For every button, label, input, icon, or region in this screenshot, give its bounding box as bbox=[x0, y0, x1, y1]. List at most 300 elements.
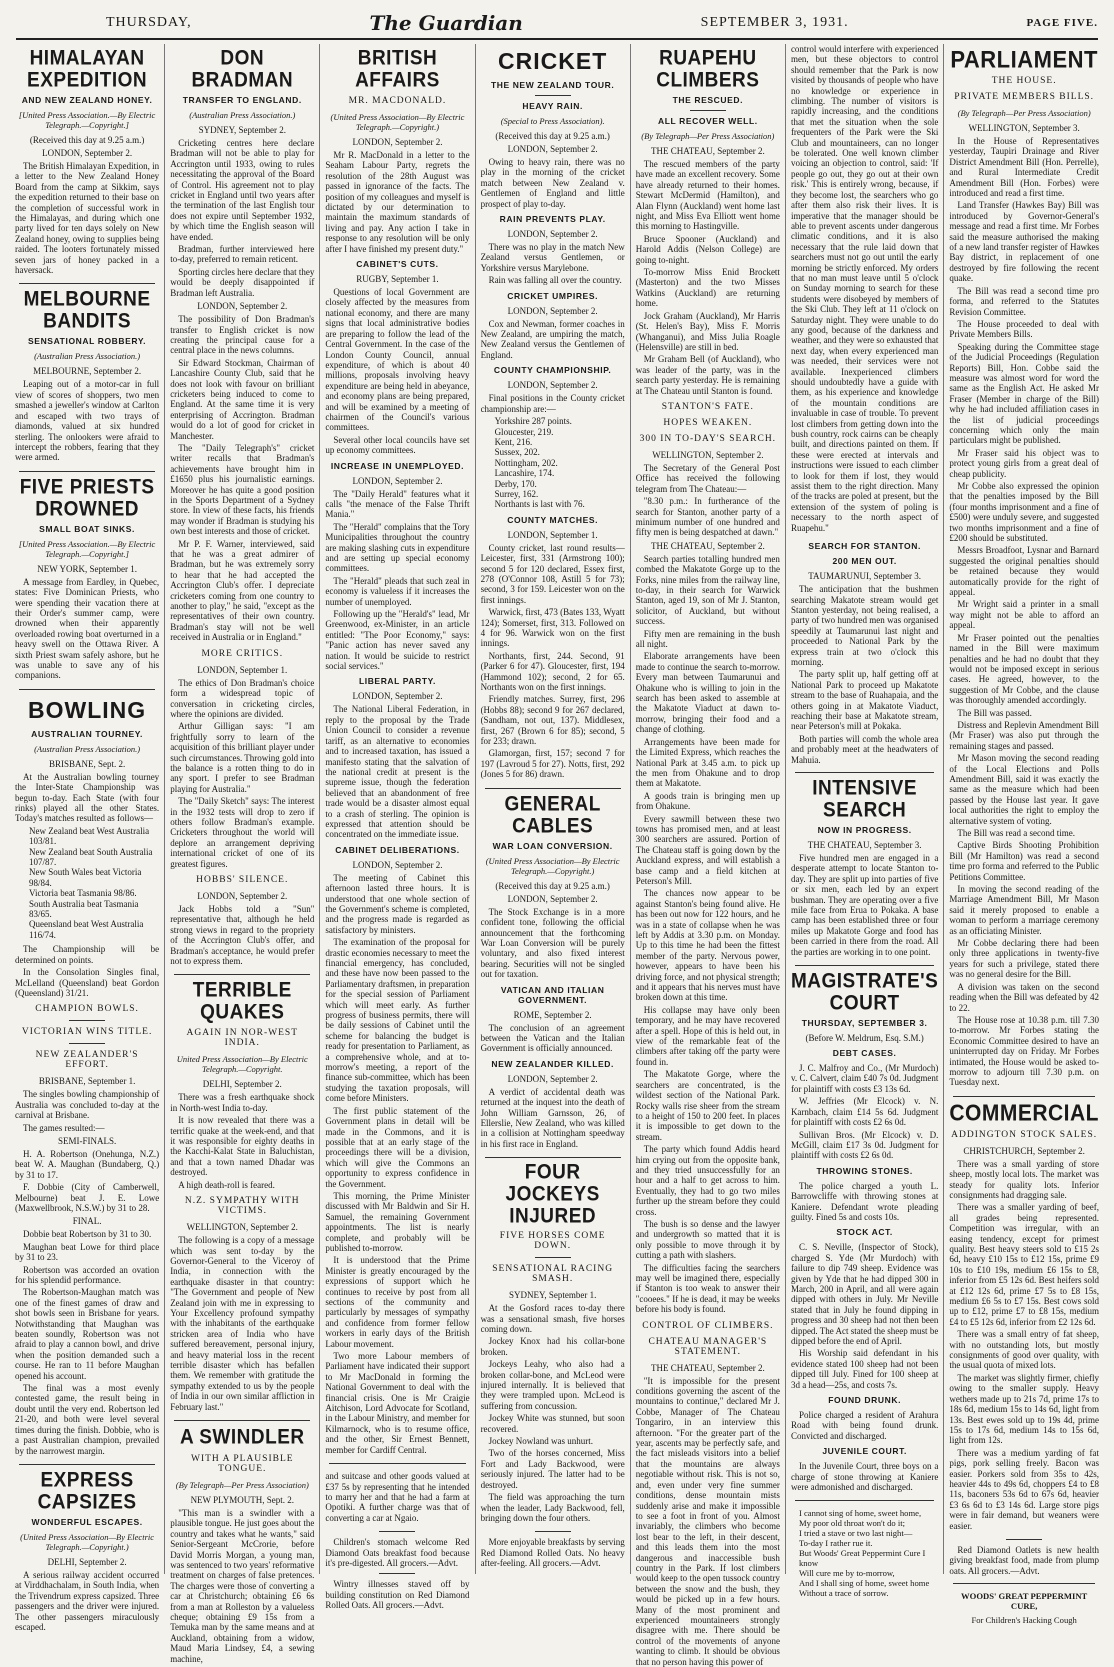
paragraph: A serious railway accident occurred at Virddhachalam, in South India, when the Trivendrum express capsized. Three passengers and the driver were injured. The other passengers miraculously escaped. bbox=[15, 1569, 160, 1632]
section-head: NEW ZEALANDER'S EFFORT. bbox=[35, 1050, 139, 1071]
paragraph: In moving the second reading of the Marriage Amendment Bill, Mr Mason said it merely proposed to enable a woman to perform a marriage ceremony as an officiating Minister. bbox=[949, 884, 1099, 936]
paragraph: The police charged a youth L. Barrowcliffe with throwing stones at Kaniere. Defendant wrote pleading guilty. Fined 5s and costs 10s. bbox=[790, 1180, 939, 1222]
dateline: WELLINGTON, September 2. bbox=[652, 449, 764, 460]
headline: EXPRESS CAPSIZES bbox=[37, 1468, 137, 1514]
short-rule bbox=[1006, 1539, 1042, 1540]
paragraph: Jockeys Leahy, who also had a broken collar-bone, and McLeod were injured internally. It is believed that they were trampled upon. McLeod is suffering from concussion. bbox=[480, 1359, 625, 1411]
dateline: ROME, September 2. bbox=[513, 1009, 592, 1020]
paragraph: Sporting circles here declare that they would be deeply disappointed if Bradman left Australia. bbox=[170, 266, 315, 298]
headline: MAGISTRATE'S COURT bbox=[790, 969, 939, 1016]
paragraph: A goods train is bringing men up from Ohakune. bbox=[635, 790, 780, 812]
story-bowling bbox=[15, 697, 159, 1456]
divider bbox=[174, 974, 310, 975]
dateline: TAUMARUNUI, September 3. bbox=[808, 571, 922, 582]
paragraph: Maughan beat Lowe for third place by 31 to 23. bbox=[15, 1241, 160, 1263]
paragraph: There was no play in the match New Zealand versus Gentlemen, or Yorkshire versus Marylebone. bbox=[480, 242, 625, 273]
paragraph: Police charged a resident of Arahura Road with being found drunk. Convicted and discharged. bbox=[790, 1410, 939, 1441]
short-rule bbox=[535, 1257, 571, 1258]
masthead-paper-title: The Guardian bbox=[369, 11, 523, 35]
results-list bbox=[15, 826, 159, 940]
paragraph: This morning, the Prime Minister discussed with Mr Baldwin and Sir H. Samuel, the remaining Government appointments. The list is nearly complete, and probably will be published to-morrow. bbox=[325, 1190, 470, 1253]
paragraph: F. Dobbie (City of Camberwell, Melbourne) beat J. E. Lowe (Maxwellbrook, N.S.W.) by 31 to 28. bbox=[15, 1182, 160, 1213]
short-rule bbox=[69, 1043, 105, 1044]
paragraph: Search parties totalling hundred men combed the Makatote Gorge up to the Forks, nine miles from the railway line, to-day, in their search for Warwick Stanton, aged 19, son of Mr J. Stanton, solicitor, of Auckland, but without success. bbox=[635, 553, 780, 627]
dateline: LONDON, September 2. bbox=[197, 891, 288, 901]
section-head: LIBERAL PARTY. bbox=[358, 676, 436, 687]
dateline: LONDON, September 2. bbox=[352, 691, 443, 702]
result-item: New Zealand beat West Australia 103/81. bbox=[29, 825, 150, 847]
paragraph: The market was slightly firmer, chiefly owing to the smaller supply. Heavy wethers made up to 21s 7d, prime 17s to 18s 6d, medium 15s to 14s 6d, light from 13s. Best ewes sold up to 19s 4d, prime 15s to 17s 6d, medium 14s to 15s 6d, light from 12s. bbox=[949, 1372, 1099, 1446]
paragraph: The "Daily Sketch" says: The interest in the 1932 tests will drop to zero if others follow Bradman's example. Cricketers throughout the world will deplore an arrangement depriving international cricket of one of its greatest figures. bbox=[170, 796, 315, 869]
credit: (By Telegraph—Per Press Association) bbox=[175, 1480, 309, 1490]
advertisement: Red Diamond Oatlets is new health giving breakfast food, made from plump oats. All grocers.—Advt. bbox=[949, 1544, 1099, 1576]
dateline: SYDNEY, September 1. bbox=[508, 1290, 597, 1301]
divider bbox=[19, 1464, 155, 1465]
section-head: RAIN PREVENTS PLAY. bbox=[499, 214, 606, 225]
section-head: STOCK ACT. bbox=[836, 1227, 893, 1238]
dateline: LONDON, September 2. bbox=[507, 229, 598, 240]
divider bbox=[795, 772, 934, 773]
story-continuation bbox=[325, 1471, 469, 1523]
dateline: WELLINGTON, September 3. bbox=[968, 123, 1080, 133]
divider bbox=[953, 1096, 1095, 1097]
subheadline: FIVE HORSES COME DOWN. bbox=[499, 1231, 606, 1252]
paragraph: In the House of Representatives yesterday, Taupiri Drainage and River District Amendment Bill (Hon. Perrelle), and Rural Intermediate Credit Amendment Bill (Hon. Forbes) were introduced and read a first time. bbox=[949, 136, 1099, 199]
section-head: FOUND DRUNK. bbox=[828, 1395, 902, 1406]
paragraph: H. A. Robertson (Onehunga, N.Z.) beat W. A. Maughan (Bundaberg, Q.) by 31 to 17. bbox=[15, 1148, 160, 1180]
section-head: CABINET'S CUTS. bbox=[356, 259, 439, 270]
paragraph: County cricket, last round results—Leicester, first, 331 (Armstrong 100); second 5 for 120 declared, Essex first, 278 (O'Connor 108, Astill 5 for 73); second, 3 for 159. Leicester won on the first innings. bbox=[480, 542, 625, 605]
headline: A SWINDLER bbox=[179, 1425, 305, 1449]
subheadline: SENSATIONAL ROBBERY. bbox=[28, 336, 147, 347]
headline: TERRIBLE QUAKES bbox=[192, 979, 292, 1025]
dateline: CHRISTCHURCH, September 2. bbox=[963, 1145, 1085, 1156]
headline: FOUR JOCKEYS INJURED bbox=[505, 1161, 600, 1229]
paragraph: Dobbie beat Robertson by 31 to 30. bbox=[23, 1229, 152, 1240]
subheadline: AUSTRALIAN TOURNEY. bbox=[31, 728, 144, 739]
poem-line: My poor old throat won't do it; bbox=[798, 1518, 906, 1529]
advertisement: Children's stomach welcome Red Diamond Oats breakfast food because it's pre-digested. All grocers.—Advt. bbox=[325, 1537, 470, 1568]
dateline: LONDON, September 1. bbox=[507, 529, 598, 540]
masthead-date: SEPTEMBER 3, 1931. bbox=[700, 15, 849, 30]
story-five-priests bbox=[15, 475, 160, 681]
paragraph: Five hundred men are engaged in a desperate attempt to locate Stanton to-day. They are split up into parties of five or six men, each led by an expert bushman. They are operating over a five mile face from Erua to Pokaka. A base camp has been established three or four miles up Makatote Gorge and food has been carried in there from the road. All the parties are working in to one point. bbox=[790, 853, 939, 957]
table-row: Sussex, 202. bbox=[494, 447, 540, 458]
paragraph: and suitcase and other goods valued at £37 5s by representing that he intended to marry her and that he had a farm at Opotiki. A further charge was that of converting a car at Ngaio. bbox=[325, 1471, 470, 1523]
result-item: New South Wales beat Victoria 98/84. bbox=[29, 867, 142, 888]
result-item: Victoria beat Tasmania 98/86. bbox=[29, 888, 137, 899]
paragraph: It is understood that the Prime Minister is greatly encouraged by the expressions of support which he continues to receive by post from all sections of the community and particularly by messages of sympathy and confidence from former fellow workers in early days of the British Labour movement. bbox=[325, 1255, 470, 1349]
dateline: LONDON, September 1. bbox=[197, 664, 288, 675]
paragraph: The conclusion of an agreement between the Vatican and the Italian Government is officially announced. bbox=[480, 1022, 625, 1054]
story-four-jockeys bbox=[480, 1161, 625, 1523]
story-british-affairs bbox=[325, 46, 470, 1455]
divider bbox=[19, 689, 155, 690]
paragraph: Jockey Nowland was unhurt. bbox=[488, 1436, 594, 1447]
paragraph: Cox and Newman, former coaches in New Zealand, are umpiring the match, New Zealand versus the Gentlemen of England. bbox=[480, 318, 625, 360]
dateline: RUGBY, September 1. bbox=[356, 274, 439, 285]
poem-line: I cannot sing of home, sweet home, bbox=[798, 1508, 922, 1519]
story-continuation bbox=[791, 44, 938, 533]
headline: CRICKET bbox=[498, 48, 608, 74]
paragraph: "It is impossible for the present conditions governing the ascent of the mountains to continue," declared Mr J. Cobbe, Manager of The Chateau Tongariro, in an interview this afternoon. "For the greater part of the year, ascents may be perfectly safe, and the fact misleads visitors into a belief that the mountains are always negotiable without risk. This is not so, and, even under very fine summer conditions, dense mountain mists suddenly arise and make it impossible to see a foot in front of you. Almost invariably, the climbers who become lost bear to the left, in their descent, and this leads them into the most dangerous and inaccessible bush country in the Park. If lost climbers would keep to the open tussock country between the snow and the bush, they would be picked up in a few hours. Many of the most prominent and experienced mountaineers strongly disagree with me. There should be control of the movements of anyone wanting to climb. It should be obvious that no person having this power of bbox=[635, 1375, 780, 1667]
paragraph: Robertson was accorded an ovation for his splendid performance. bbox=[15, 1264, 160, 1285]
section-head: VICTORIAN WINS TITLE. bbox=[21, 1027, 153, 1038]
subheadline: WAR LOAN CONVERSION. bbox=[492, 840, 613, 851]
columns bbox=[10, 44, 1104, 1667]
paragraph: The "Daily Telegraph's" cricket writer recalls that Bradman's achievements have brought him in £1650 plus his journalistic earnings. Moreover he has quite a good position in the Sports Department of a Sydney store. In view of these facts, his friends may wonder if Bradman is studying his own best interests and those of cricket. bbox=[170, 442, 315, 537]
paragraph: Mr R. MacDonald in a letter to the Seaham Labour Party, regrets the resolution of the 28th August was passed in ignorance of the facts. The position of my colleagues and myself is dictated by our determination to maintain the maximum standards of living and pay. Any action I take in response to any resolution will be only after I have finished my present duty." bbox=[325, 150, 470, 254]
table-row: Northants is last with 76. bbox=[494, 499, 585, 510]
headline: RUAPEHU CLIMBERS bbox=[656, 46, 760, 92]
poem-line: I tried a stave or two last night— bbox=[798, 1528, 913, 1539]
paragraph: Friendly matches. Surrey, first, 296 (Hobbs 88); second 9 for 267 declared, (Sandham, not out, 137). Middlesex, first, 267 (Brown 6 for 85); second, 5 for 233; drawn. bbox=[480, 694, 625, 747]
paragraph: Every sawmill between these two towns has promised men, and at least 300 searchers are assured. Portion of The Chateau staff is going down by the Auckland express, and will establish a base camp and a field kitchen at Peterson's Mill. bbox=[635, 813, 780, 886]
divider bbox=[19, 283, 155, 284]
story-himalayan-expedition bbox=[15, 46, 160, 276]
dateline: THE CHATEAU, September 2. bbox=[650, 146, 765, 156]
poem-line: But Woods' Great Peppermint Cure I know bbox=[798, 1548, 926, 1569]
dateline: DELHI, September 2. bbox=[47, 1556, 127, 1567]
paragraph: Questions of local Government are closely affected by the measures from national economy, and there are many signs that local administrative bodies are preparing to follow the lead of the Central Government. In the case of the London County Council, annual expenditure, of which is about 40 millions, proposals involving heavy expenditure are being held in abeyance, and economy plans are being prepared, and will be examined by a meeting of chairmen of the Council's various committees. bbox=[325, 287, 470, 433]
paragraph: Mr Cobbe declaring there had been only three applications in twenty-five years for such a privilege, stated there was no general desire for the Bill. bbox=[949, 938, 1099, 980]
paragraph: Mr P. F. Warner, interviewed, said that he was a great admirer of Bradman, but he was extremely sorry to hear that he had accepted the Accrington Club's offer. I depreciate cricketers coming from one country to another to play," he said, "except as the representatives of their own country. Bradman's stay will not be well received in Australia or in England." bbox=[170, 538, 315, 643]
divider bbox=[485, 1157, 621, 1158]
credit: (United Press Association—By Electric Telegraph.—Copyright.) bbox=[485, 855, 620, 876]
divider bbox=[953, 1583, 1095, 1584]
paragraph: Sir Edward Stockman, Chairman of Lancashire County Club, said that he does not look with favour on brilliant cricketers being induced to come to England. At the same time it is very enterprising of Accrington. Bradman would do a lot of good for cricket in Manchester. bbox=[170, 357, 315, 441]
dateline: MELBOURNE, September 2. bbox=[33, 366, 142, 377]
result-item: New Zealand beat South Australia 107/87. bbox=[29, 846, 153, 868]
section-head: HOBBS' SILENCE. bbox=[196, 875, 289, 885]
paragraph: Rain was falling all over the country. bbox=[488, 275, 622, 286]
paragraph: The Makatote Gorge, where the searchers are concentrated, is the wildest section of the National Park. Rocky walls rise sheer from the stream to a height of 150 to 200 feet. In places it is impossible to get down to the stream. bbox=[635, 1069, 780, 1142]
headline: FIVE PRIESTS DROWNED bbox=[19, 475, 155, 521]
dateline: DELHI, September 2. bbox=[202, 1079, 282, 1090]
credit: (United Press Association—By Electric Telegraph.—Copyright.) bbox=[330, 112, 465, 132]
paragraph: The Bill was passed. bbox=[957, 707, 1032, 718]
headline: HIMALAYAN EXPEDITION bbox=[27, 46, 148, 92]
paragraph: "8.30 p.m.: In furtherance of the search for Stanton, another party of a minimum number of one hundred and fifty men is being despatched at dawn." bbox=[635, 496, 780, 538]
story-a-swindler bbox=[170, 1425, 315, 1664]
championship-table bbox=[481, 416, 625, 510]
subheadline: SMALL BOAT SINKS. bbox=[39, 523, 136, 534]
subheadline: THE NEW ZEALAND TOUR. bbox=[490, 80, 615, 90]
dateline: BRISBANE, Sept. 2. bbox=[48, 758, 126, 769]
paragraph: Jock Graham (Auckland), Mr Harris (St. Helen's Bay), Miss F. Morris (Whanganui), and Miss Julia Roagle (Helensville) are still in bed. bbox=[635, 310, 780, 352]
paragraph: Bradman, further interviewed here to-day, preferred to remain reticent. bbox=[170, 244, 315, 265]
story-ruapehu-climbers bbox=[635, 46, 780, 1667]
paragraph: Sullivan Bros. (Mr Elcock) v. D. McGill, claim £17 3s 0d. Judgment for plaintiff with costs £2 6s 0d. bbox=[790, 1129, 939, 1161]
paragraph: The bush is so dense and the lawyer and undergrowth so matted that it is only possible to move through it by cutting a path with slashers. bbox=[635, 1218, 780, 1261]
paragraph: A high death-roll is feared. bbox=[178, 1179, 275, 1190]
paragraph: Elaborate arrangements have been made to continue the search to-morrow. Every man between Taumarunui and Ohakune who is willing to join in the search has been asked to assemble at the Makatote Viaduct at dawn to-morrow, bringing their food and a change of clothing. bbox=[635, 651, 780, 735]
story-commercial bbox=[949, 1100, 1099, 1531]
story-intensive-search bbox=[790, 776, 939, 957]
table-row: Derby, 170. bbox=[494, 478, 537, 489]
paragraph: Captive Birds Shooting Prohibition Bill (Mr Hamilton) was read a second time pro forma and referred to the Public Petitions Committee. bbox=[949, 840, 1099, 882]
section-head: NEW ZEALANDER KILLED. bbox=[491, 1058, 614, 1069]
subheadline: NOW IN PROGRESS. bbox=[817, 825, 912, 835]
section-head: CHATEAU MANAGER'S STATEMENT. bbox=[648, 1336, 768, 1357]
credit: (United Press Association—By Electric Telegraph.—Copyright.) bbox=[20, 1531, 155, 1552]
paragraph: The Secretary of the General Post Office has received the following telegram from The Chateau:— bbox=[635, 462, 780, 494]
table-row: Kent, 216. bbox=[494, 436, 533, 447]
story-parliament bbox=[949, 45, 1099, 1088]
section-head: THROWING STONES. bbox=[816, 1165, 913, 1176]
section-head: CABINET DELIBERATIONS. bbox=[335, 844, 460, 855]
received-line: (Received this day at 9.25 a.m.) bbox=[29, 135, 145, 145]
dateline: LONDON, September 2. bbox=[352, 859, 443, 870]
paragraph: Fifty men are remaining in the bush all night. bbox=[635, 628, 780, 650]
table-row: Nottingham, 202. bbox=[494, 457, 558, 468]
dateline: THE CHATEAU, September 3. bbox=[807, 840, 922, 850]
short-rule bbox=[535, 95, 571, 96]
credit: [United Press Association.—By Electric Telegraph.—Copyright.] bbox=[18, 538, 156, 559]
dateline: LONDON, September 2. bbox=[507, 1073, 598, 1084]
paragraph: Owing to heavy rain, there was no play in the morning of the cricket match between New Zealand v. Gentlemen of England and little prospect of play to-day. bbox=[480, 157, 625, 209]
paragraph: "This man is a swindler with a plausible tongue. He just goes about the country and takes what he wants," said Senior-Sergeant McCrorie, before David Morris Morgan, a young man, was sentenced to two years' reformative treatment on charges of false pretences. The charges were those of converting a car at Christchurch; obtaining £6 6s from a man at Rolleston by a valueless cheque; obtaining £9 15s from a Temuka man by the same means and at Auckland, obtaining from a widow, Maud Maria Lindsey, £4, a sewing machine, bbox=[170, 1508, 315, 1664]
paragraph: At the Australian bowling tourney the Inter-State Championship was begun to-day. Each State (with four rinks) played all the other States. Today's matches resulted as follows— bbox=[15, 771, 160, 824]
divider bbox=[19, 471, 155, 472]
masthead-day: THURSDAY, bbox=[106, 15, 192, 30]
paragraph: Two more Labour members of Parliament have indicated their support to Mr MacDonald in forming the National Government to deal with the financial crisis. One is Mr Craigie Aitchison, Lord Advocate for Scotland, in the Labour Ministry, and member for Kilmarnock, who is to resume office, and the other, Sir Ernest Bennett, member for Cardiff Central. bbox=[325, 1351, 470, 1455]
subheadline: PRIVATE MEMBERS BILLS. bbox=[954, 92, 1095, 102]
poem-line: Will cure me by to-morrow, bbox=[798, 1568, 895, 1579]
headline: MELBOURNE BANDITS bbox=[23, 288, 151, 334]
dateline: NEW PLYMOUTH, Sept. 2. bbox=[190, 1495, 294, 1505]
section-head: DEBT CASES. bbox=[832, 1048, 897, 1059]
headline: GENERAL CABLES bbox=[504, 792, 601, 838]
divider bbox=[795, 1500, 934, 1501]
paragraph: His Worship said defendant in his evidence stated 100 sheep had not been dipped till July. Fined for 100 sheep at 3d a head—25s, and costs 7s. bbox=[790, 1348, 939, 1390]
paragraph: Northants, first, 244. Second, 91 (Parker 6 for 47). Gloucester, first, 194 (Hammond 102); second, 2 for 65. Northants won on the first innings. bbox=[480, 650, 625, 693]
paragraph: The first public statement of the Government plans in detail will be made in the Commons, and it is possible that at an early stage of the proceedings there will be a division, which will give the Commons an opportunity to express confidence in the Government. bbox=[325, 1105, 470, 1189]
paragraph: The British Himalayan Expedition, in a letter to the New Zealand Honey Board from the camp at Sikkim, says the expedition returned to their base on the completion of successful work in the Himalayas, and during which one party lived for ten days solely on New Zealand honey, owing to supplies being raided. The looters fortunately missed seven jars of honey packed in a haversack. bbox=[15, 161, 160, 276]
paragraph: Two of the horses concerned, Miss Fort and Lady Backwood, were seriously injured. The latter had to be destroyed. bbox=[480, 1448, 625, 1490]
short-rule bbox=[379, 1531, 415, 1532]
paragraph: Speaking during the Committee stage of the Judicial Proceedings (Regulation Reports) Bill, Hon. Cobbe said the measure was almost word for word the same as the English Act. He asked Mr Fraser (Member in charge of the Bill) why he had included affiliation cases in the list of judicial proceedings concerning which only the main particulars might be published. bbox=[949, 341, 1099, 446]
section-head: CRICKET UMPIRES. bbox=[507, 290, 599, 301]
paragraph: The House proceeded to deal with Private Members Bills. bbox=[949, 318, 1099, 340]
credit: (Special to Press Association). bbox=[500, 116, 605, 126]
paragraph: There was a medium yarding of fat pigs, pork selling freely. Bacon was easier. Porkers sold from 35s to 42s, heavier 44s to 49s 6d, choppers £4 to £8 11s, baconers 53s 6d to 67s 6d, heavier £3 6s 6d to £3 14s 6d. Large store pigs were in fair demand, but weaners were easier. bbox=[949, 1447, 1099, 1531]
paragraph: C. S. Neville, (Inspector of Stock), charged S. Yde (Mr Murdoch) with failure to dip 749 sheep. Evidence was given by Yde that he had dipped 300 in March, 200 in April, and all were again dipped with others in July. Mr Neville stated that in July he found dipping in progress and 30 sheep had not then been dipped. The Act stated the sheep must be dipped before the end of April. bbox=[790, 1242, 939, 1346]
paragraph: The party split up, half getting off at National Park to proceed up Makatote stream to the base of Ruahapaia, and the others going in at Makatote Viaduct, reaching their base at Makatote stream, near Peterson's mill at Pokaka. bbox=[790, 669, 939, 732]
paragraph: The games resulted:— bbox=[23, 1122, 105, 1133]
paragraph: It is now revealed that there was a terrific quake at the week-end, and that it was responsible for eighty deaths in the Kacchi-Kalat State in Baluchistan, and that a town named Dhadar was destroyed. bbox=[170, 1115, 315, 1178]
paragraph: Arrangements have been made for the Limited Express, which reaches the National Park at 3.45 a.m. to pick up the men from Ohakune and to drop them at Makatote. bbox=[635, 736, 780, 789]
subheadline: WONDERFUL ESCAPES. bbox=[31, 1516, 143, 1527]
paragraph: Several other local councils have set up economy committees. bbox=[325, 434, 470, 456]
dateline: THE CHATEAU, September 2. bbox=[650, 540, 765, 551]
paragraph: The Stock Exchange is in a more confident tone, following the official announcement that the forthcoming War Loan Conversion will be purely voluntary, and also fixed interest bearing. Securities will not be singled out for taxation. bbox=[480, 906, 625, 980]
paragraph: There was a small entry of fat sheep, with no outstanding lots, but mostly consignments of good over quality, with the usual quota of mixed lots. bbox=[949, 1329, 1099, 1371]
section-head: STANTON'S FATE. bbox=[661, 401, 754, 412]
paragraph: Jockey White was stunned, but soon recovered. bbox=[480, 1413, 625, 1434]
subheadline: TRANSFER TO ENGLAND. bbox=[182, 95, 302, 105]
paragraph: There was a fresh earthquake shock in North-west India to-day. bbox=[170, 1092, 315, 1113]
section-head: HOPES WEAKEN. bbox=[663, 417, 753, 428]
paragraph: Land Transfer (Hawkes Bay) Bill was introduced by Governor-General's message and read a first time. Mr Forbes said the measure authorised the making of a new land transfer register of Hawkes Bay district, in replacement of one destroyed by fire following the recent quake. bbox=[949, 200, 1099, 284]
table-row: Yorkshire 287 points. bbox=[494, 416, 572, 427]
subheadline: WITH A PLAUSIBLE TONGUE. bbox=[191, 1454, 294, 1474]
received-line: (Received this day at 9.25 a.m.) bbox=[495, 131, 610, 141]
advertisement: More enjoyable breakfasts by serving Red Diamond Rolled Oats. No heavy after-feeling. All grocers.—Advt. bbox=[480, 1537, 625, 1569]
short-rule bbox=[379, 1573, 415, 1574]
section-head: VATICAN AND ITALIAN GOVERNMENT. bbox=[500, 984, 605, 1005]
section-head: CHAMPION BOWLS. bbox=[35, 1004, 139, 1015]
advertisement-text: For Children's Hacking Cough bbox=[971, 1615, 1077, 1626]
judge-line: (Before W. Meldrum, Esq. S.M.) bbox=[805, 1033, 924, 1044]
section-head: COUNTY MATCHES. bbox=[507, 514, 599, 525]
paragraph: The anticipation that the bushmen searching Makatote stream would get Stanton yesterday, not being realised, a party of two hundred men was organised speedily at Taumarunui last night and proceeded to National Park by the express train at two o'clock this morning. bbox=[790, 584, 939, 667]
section-head: SEMI-FINALS. bbox=[57, 1135, 117, 1146]
paragraph: The chances now appear to be against Stanton's being found alive. He has been out now for 122 hours, and he was in a state of collapse when he was left by Addis at 3.30 p.m. on Monday. Up to this time he had been the fittest member of the party. Nervous power, however, appears to have been his driving force, and not physical strength; and it appears that his nerves must have broken down at this time. bbox=[635, 888, 780, 1003]
subheadline: THE RESCUED. bbox=[672, 95, 744, 105]
paragraph: The following is a copy of a message which was sent to-day by the Governor-General to the Viceroy of India, in connection with the earthquake disaster in that country: "The Government and people of New Zealand join with me in expressing to Your Excellency profound sympathy with the inhabitants of the earthquake stricken area of India who have suffered bereavement, personal injury, and heavy material loss in the recent terrible disaster which has befallen them. We remember with gratitude the sympathy extended to us by the people of India in our own similar affliction in February last." bbox=[170, 1235, 315, 1412]
short-rule bbox=[535, 1531, 571, 1532]
paragraph: Mr Cobbe also expressed the opinion that the penalties imposed by the Bill (four months imprisonment and a fine of £500) were unduly severe, and suggested two months imprisonment and a fine of £200 should be substituted. bbox=[949, 481, 1099, 544]
paragraph: The difficulties facing the searchers may well be imagined there, especially if Stanton is too weak to answer their "cooees." If he is dead, it may be weeks before his body is found. bbox=[635, 1262, 780, 1315]
paragraph: The field was approaching the turn when the leader, Lady Backwood, fell, bringing down the four others. bbox=[480, 1492, 625, 1523]
paragraph: The possibility of Don Bradman's transfer to English cricket is now creating the principal cause for a central place in the news columns. bbox=[170, 314, 315, 356]
dateline: LONDON, September 2. bbox=[197, 301, 288, 312]
subheadline: ALL RECOVER WELL. bbox=[657, 116, 758, 126]
paragraph: To-morrow Miss Enid Brockett (Masterton) and the two Misses Watkins (Auckland) are returning home. bbox=[635, 267, 780, 309]
paragraph: The Robertson-Maughan match was one of the finest games of draw and shot bowls seen in Brisbane for years. Notwithstanding that Maughan was beaten soundly, Robertson was not afraid to play a cannon bowl, and drive when the position demanded such a course. He ran to 11 before Maughan opened his account. bbox=[15, 1287, 160, 1381]
paragraph: The House rose at 10.38 p.m. till 7.30 to-morrow. Mr Forbes stating the Economic Committee desired to have an uninterrupted day on Friday. Mr Forbes intimated, the House would be asked to-morrow to adjourn till 7.30 p.m. on Tuesday next. bbox=[949, 1014, 1099, 1088]
paragraph: Mr Mason moving the second reading of the Local Elections and Polls Amendment Bill, said it was exactly the same as the measure which had been passed by the House last year. It gave local authorities the right to employ the alternative system of voting. bbox=[949, 753, 1099, 826]
paragraph: The Bill was read a second time. bbox=[957, 828, 1076, 838]
paragraph: Mr Fraser said his object was to protect young girls from a great deal of cheap publicity. bbox=[949, 447, 1099, 479]
advertisement: Wintry illnesses staved off by building constitution on Red Diamond Rolled Oats. All grocers.—Advt. bbox=[325, 1579, 470, 1611]
section-head: SEARCH FOR STANTON. bbox=[808, 541, 921, 552]
table-row: Surrey, 162. bbox=[494, 488, 539, 499]
paragraph: The rescued members of the party have made an excellent recovery. Some have already returned to their homes. Stewart McDermid (Hamilton), and Alan Flynn (Auckland) went home last night, and Miss Eva Elliott went home this morning to Hastingville. bbox=[635, 159, 780, 232]
section-head: COUNTY CHAMPIONSHIP. bbox=[493, 365, 612, 376]
column-6 bbox=[786, 44, 944, 1599]
credit: (By Telegraph—Per Press Association) bbox=[957, 108, 1091, 118]
section-head: JUVENILE COURT. bbox=[822, 1446, 907, 1457]
paragraph: There was a smaller yarding of beef, all grades being represented. Competition was irregular, with an easing tendency, except for primest quality. Best heavy steers sold to £15 2s 6d, heavy £10 15s to £12 15s, prime £9 10s to £10 19s, medium £6 15s to £8, inferior from £5 12s 6d. Best heifers sold at £12 12s 6d, prime £7 5s to £8 15s, medium £6 5s to £7 15s. Best cows sold up to £12, prime £7 to £8 15s, medium £4 to £5 12s 6d, inferior from £2 12s 6d. bbox=[949, 1202, 1099, 1327]
paragraph: Messrs Broadfoot, Lysnar and Barnard suggested the original penalties should be retained because they would automatically provide for the right of appeal. bbox=[949, 545, 1099, 598]
credit: (By Telegraph—Per Press Association) bbox=[641, 131, 775, 141]
poem-line: To-day I rather rue it. bbox=[798, 1538, 873, 1549]
paragraph: Jockey Knox had his collar-bone broken. bbox=[480, 1336, 625, 1357]
column-5 bbox=[631, 44, 786, 1667]
section-head: N.Z. SYMPATHY WITH VICTIMS. bbox=[184, 1196, 300, 1217]
column-7 bbox=[944, 44, 1104, 1626]
dateline: LONDON, September 2. bbox=[507, 893, 598, 904]
paragraph: The party which found Addis heard him crying out from the opposite bank, and they tried unsuccessfully for an hour and a half to get across to him. Eventually, they had to go two miles further up the stream before they could cross. bbox=[635, 1144, 780, 1217]
dateline: LONDON, September 2. bbox=[352, 475, 443, 486]
subheadline: SENSATIONAL RACING SMASH. bbox=[492, 1264, 614, 1285]
paragraph: The meeting of Cabinet this afternoon lasted three hours. It is understood that one whole section of the Government's scheme is completed, and the progress made is regarded as satisfactory by ministers. bbox=[325, 872, 470, 935]
divider bbox=[795, 965, 934, 966]
dateline: SYDNEY, September 2. bbox=[198, 125, 286, 135]
credit: United Press Association—By Electric Telegraph.—Copyright. bbox=[176, 1054, 308, 1075]
result-item: South Australia beat Tasmania 83/65. bbox=[29, 898, 139, 920]
divider bbox=[329, 1463, 465, 1464]
table-row: Gloucester, 219. bbox=[494, 426, 554, 437]
paragraph: A verdict of accidental death was returned at the inquest into the death of John William Garnsson, 26, of Ellerslie, New Zealand, who was killed in a collision at Nottingham speedway in his first race in England. bbox=[480, 1086, 625, 1149]
masthead bbox=[16, 8, 1098, 40]
paragraph: A message from Eardley, in Quebec, states: Five Dominican Priests, who were spending their vacation there at their Order's summer camp, were drowned when their apparently overloaded rowing boat overturned in a heavy swell on the Ottawa River. A sixth Priest swam safely ashore, but he was unable to save any of his companions. bbox=[15, 576, 160, 681]
paragraph: The "Herald" pleads that such zeal in economy is valueless if it increases the number of unemployed. bbox=[325, 575, 470, 607]
paragraph: Leaping out of a motor-car in full view of scores of shoppers, two men smashed a jeweller's window at Carlton and escaped with two trays of diamonds, valued at six hundred sterling. The onlookers were afraid to intercept the robbers, fearing that they were armed. bbox=[15, 379, 160, 463]
subheadline: ADDINGTON STOCK SALES. bbox=[951, 1129, 1098, 1140]
dateline: NEW YORK, September 1. bbox=[37, 563, 137, 574]
paragraph: Final positions in the County cricket championship are:— bbox=[480, 393, 625, 414]
subheadline: HEAVY RAIN. bbox=[522, 101, 583, 111]
paragraph: Warwick, first, 473 (Bates 133, Wyatt 124); Somerset, first, 313. Followed on 4 for 96. Warwick won on the first innings. bbox=[480, 607, 625, 649]
paragraph: The National Liberal Federation, in reply to the proposal by the Trade Union Council to consider a revenue tariff, as an alternative to economies and to increased taxation, has issued a manifesto stating that the salvation of the national credit at present is the supreme issue, though the federation believed that an abandonment of free trade would be a disaster almost equal to a crash of sterling. The opinion is expressed that attention should be concentrated on the immediate issue. bbox=[325, 704, 470, 840]
subheadline: AND NEW ZEALAND HONEY. bbox=[21, 95, 153, 105]
paragraph: In the Consolation Singles final, McLelland (Queensland) beat Gordon (Queensland) 31/21. bbox=[15, 967, 160, 998]
paragraph: Following up the "Herald's" lead, Mr Greenwood, ex-Minister, in an article entitled: "The Poor Economy," says: "Panic action has never saved any nation. It would be suicide to restrict social services." bbox=[325, 609, 470, 672]
section-head: 200 MEN OUT. bbox=[832, 556, 897, 567]
poem-line: Without a trace of sorrow. bbox=[798, 1588, 889, 1599]
subheadline: THURSDAY, SEPTEMBER 3. bbox=[801, 1018, 928, 1029]
paragraph: The "Herald" complains that the Tory Municipalities throughout the country are making slashing cuts in expenditure and are setting up special economy committees. bbox=[325, 521, 470, 574]
story-express-capsizes bbox=[15, 1468, 160, 1632]
subheadline: MR. MACDONALD. bbox=[348, 96, 447, 106]
section-head: INCREASE IN UNEMPLOYED. bbox=[330, 460, 465, 471]
credit: (Australian Press Association.) bbox=[34, 743, 141, 754]
dateline: THE CHATEAU, September 2. bbox=[650, 1362, 765, 1373]
paragraph: Both parties will comb the whole area and probably meet at the headwaters of Mahuia. bbox=[790, 733, 939, 765]
advertisement-heading: WOODS' GREAT PEPPERMINT CURE, bbox=[961, 1591, 1088, 1612]
dateline: LONDON, September 2. bbox=[507, 144, 598, 154]
paragraph: Mr Fraser pointed out the penalties named in the Bill were maximum penalties and he had no doubt that they would not be imposed except in serious cases. He agreed, however, to the suggestion of Mr Cobbe, and the clause was thoroughly amended accordingly. bbox=[949, 632, 1099, 706]
paragraph: Jack Hobbs told a "Sun" representative that, although he held strong views in regard to the propriety of the Accrington Club's offer, and Bradman's acceptance, he would prefer not to express them. bbox=[170, 904, 315, 967]
story-don-bradman bbox=[170, 46, 315, 967]
paragraph: In the Juvenile Court, three boys on a charge of stone throwing at Kaniere were admonished and discharged. bbox=[790, 1461, 939, 1493]
paragraph: The examination of the proposal for drastic economies necessary to meet the financial emergency, has concluded, and these have now been passed to the Parliamentary draftsmen, in preparation for the special session of Parliament which will meet early. As further progress of business permits, there will be daily sessions of Cabinet until the scheme for balancing the budget is ready for presentation to Parliament, as a comprehensive whole, and at to-morrow's meeting, a report of the finance sub-committee, which has been studying the taxation proposals, will come before Ministers. bbox=[325, 937, 470, 1104]
advertisement-poem bbox=[799, 1508, 938, 1598]
dateline: BRISBANE, September 1. bbox=[38, 1076, 136, 1087]
result-item: Queensland beat West Australia 116/74. bbox=[29, 919, 144, 940]
paragraph: At the Gosford races to-day there was a sensational smash, five horses coming down. bbox=[480, 1303, 625, 1334]
column-1 bbox=[10, 44, 165, 1632]
credit: (Australian Press Association.) bbox=[34, 351, 141, 362]
subheadline: THE HOUSE. bbox=[991, 76, 1057, 86]
paragraph: W. Jeffries (Mr Elcock) v. N. Karnbach, claim £14 5s 6d. Judgment for plaintiff with costs £2 6s 0d. bbox=[790, 1096, 939, 1128]
story-terrible-quakes bbox=[170, 979, 315, 1412]
paragraph: The ethics of Don Bradman's choice form a widespread topic of conversation in cricketing circles, where the opinions are divided. bbox=[170, 677, 315, 719]
poem-line: And I shall sing of home, sweet home bbox=[798, 1578, 930, 1589]
dateline: LONDON, September 2. bbox=[42, 148, 133, 158]
headline: BRITISH AFFAIRS bbox=[355, 46, 440, 92]
paragraph: J. C. Malfroy and Co., (Mr Murdoch) v. C. Calvert, claim £40 7s 0d. Judgment for plaintiff with costs £3 13s 6d. bbox=[790, 1063, 939, 1094]
dateline: WELLINGTON, September 2. bbox=[186, 1222, 298, 1233]
paragraph: A division was taken on the second reading when the Bill was defeated by 42 to 22. bbox=[949, 981, 1099, 1013]
credit: [United Press Association.—By Electric Telegraph.—Copyright.] bbox=[18, 110, 156, 130]
paragraph: His collapse may have only been temporary, and he may have recovered after a spell. Hope of this is held out, in view of the remarkable feat of the climbers after taking off the party were found in. bbox=[635, 1004, 780, 1067]
story-melbourne-bandits bbox=[15, 288, 160, 463]
paragraph: control would interfere with experienced men, but these objectors to control should remember that the Park is now visited by thousands of people who have no knowledge or experience in climbing. The number of visitors is rapidly increasing, and the conditions that met the situation when the sole frequenters of the Park were the Ski Club and mountaineers, can no longer be tolerated. One well known climber voicing an objection to control, said: 'If people go out, they go out at their own risk.' This is entirely wrong, because, if they become lost, the searchers who go after them also risk their lives. It is imperative that the manager should be able to prevent ascents under dangerous climatic conditions, and it is also necessary that the rule laid down that searchers must not go out until the early morning be strictly enforced. My orders that no man must leave until 5 o'clock on Sunday morning to search for these students were disobeyed by members of the Ski Club. They left at 11 o'clock on Saturday night. They were unable to do any good, because of the darkness and weather, and they were so exhausted that next day, when every experienced man was needed, their services were not available. Inexperienced climbers should undoubtedly have a guide with them, as his experience and knowledge of the mountain conditions are invaluable in case of trouble. To prevent lost climbers from getting down into the bush country, rock cairns can be cheaply built, and directions painted on them. If these were erected at intervals and instructions were issued to each climber to look for them if lost, they would assist them to the right direction. Many of the tracks are poled at present, but the extension of the system of poling is necessary to the north aspect of Ruapehu." bbox=[790, 44, 939, 533]
paragraph: The singles bowling championship of Australia was concluded to-day at the carnival at Brisbane. bbox=[15, 1089, 160, 1121]
headline: INTENSIVE SEARCH bbox=[812, 776, 918, 822]
credit: (Australian Press Association.) bbox=[189, 110, 296, 120]
dateline: LONDON, September 2. bbox=[507, 305, 598, 316]
paragraph: The Championship will be determined on points. bbox=[15, 944, 160, 965]
paragraph: Mr Graham Bell (of Auckland), who was leader of the party, was in the search party yesterday. He is remaining at The Chateau until Stanton is found. bbox=[635, 354, 780, 396]
paragraph: The final was a most evenly contested game, the result being in doubt until the very end. Robertson led 21-20, and both were level several times during the finish. Dobbie, who is a past Australian champion, prevailed by the narrowest margin. bbox=[15, 1383, 160, 1456]
story-cricket bbox=[481, 48, 625, 780]
received-line: (Received this day at 9.25 a.m.) bbox=[495, 880, 610, 891]
